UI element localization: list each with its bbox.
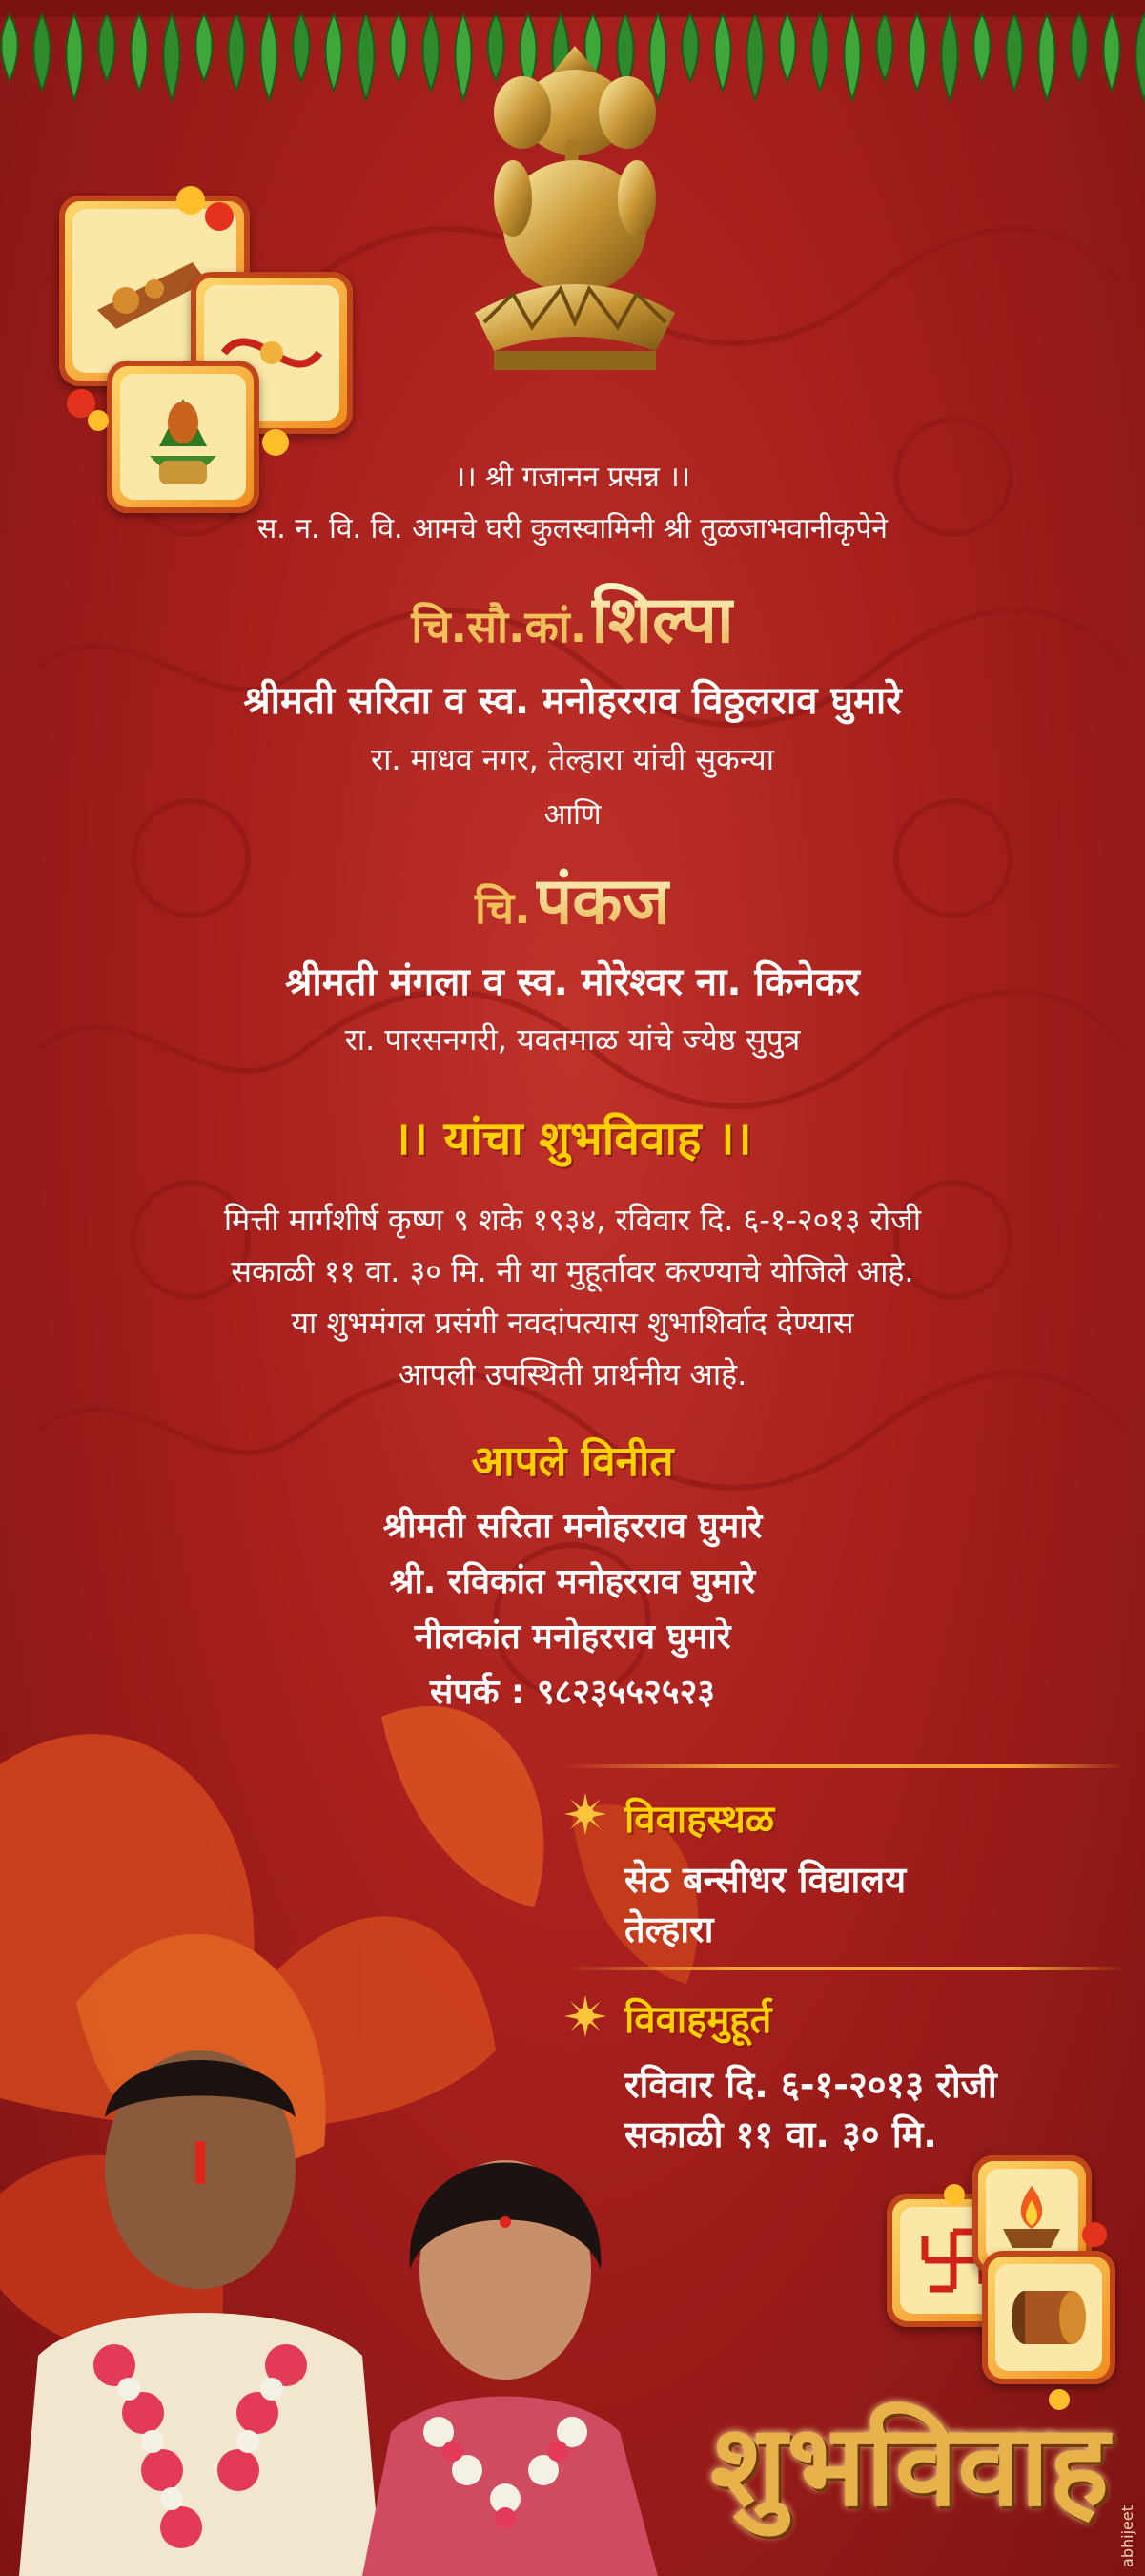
mango-leaf <box>1103 14 1119 91</box>
decor-dot <box>262 429 289 456</box>
mango-leaf <box>131 14 147 91</box>
artist-credit: abhijeet <box>1117 2505 1136 2567</box>
mango-leaf <box>260 14 276 100</box>
bride-name: शिल्पा <box>591 583 734 658</box>
detail-line: सकाळी ११ वा. ३० मि. नी या मुहूर्तावर करण्याचे योजिले आहे. <box>231 1253 914 1289</box>
mango-leaf <box>1006 14 1022 91</box>
mango-leaf <box>228 14 244 91</box>
invitee-name: नीलकांत मनोहरराव घुमारे <box>414 1618 731 1657</box>
bride-parents: श्रीमती सरिता व स्व. मनोहरराव विठ्ठलराव घुमारे <box>243 679 902 723</box>
venue-address <box>624 1855 906 1954</box>
mango-leaf <box>98 14 114 81</box>
divider <box>562 1764 1125 1768</box>
invitees-heading: आपले विनीत <box>471 1437 674 1486</box>
havan-kund-icon <box>993 2176 1070 2253</box>
groom-prefix: चि. <box>474 882 531 934</box>
bride-prefix: चि.सौ.कां. <box>411 601 587 652</box>
groom-title <box>0 854 1145 939</box>
couple-photo <box>0 1984 744 2576</box>
venue-line: तेल्हारा <box>624 1908 714 1950</box>
mango-leaf <box>876 14 892 81</box>
muhurta-line: सकाळी ११ वा. ३० मि. <box>624 2113 937 2155</box>
mango-leaf <box>325 14 341 91</box>
mango-leaf <box>1038 14 1054 100</box>
mango-leaf <box>779 14 795 81</box>
invocation-line: ।। श्री गजानन प्रसन्न ।। <box>454 461 691 494</box>
groom-parents: श्रीमती मंगला व स्व. मोरेश्वर ना. किनेकर <box>285 960 860 1004</box>
invitees-list <box>0 1499 1145 1721</box>
invitee-name: श्री. रविकांत मनोहरराव घुमारे <box>389 1562 756 1601</box>
mango-leaf <box>844 14 860 100</box>
divider <box>562 1967 1125 1970</box>
mango-leaf <box>163 14 179 100</box>
groom-name: पंकज <box>535 864 670 939</box>
mango-leaf <box>909 14 925 91</box>
mango-leaf <box>422 14 439 91</box>
detail-line: आपली उपस्थिती प्रार्थनीय आहे. <box>398 1356 747 1392</box>
decor-dot <box>1082 2222 1107 2247</box>
decor-dot <box>176 186 205 215</box>
bride-address: रा. माधव नगर, तेल्हारा यांची सुकन्या <box>371 741 774 777</box>
detail-line: या शुभमंगल प्रसंगी नवदांपत्यास शुभाशिर्वाद देण्यास <box>291 1305 854 1341</box>
venue-heading: विवाहस्थळ <box>624 1798 775 1842</box>
groom-address: रा. पारसनगरी, यवतमाळ यांचे ज्येष्ठ सुपुत्र <box>344 1021 801 1058</box>
mango-leaf <box>1071 14 1087 81</box>
venue-line: सेठ बन्सीधर विद्यालय <box>624 1859 907 1901</box>
invitee-name: श्रीमती सरिता मनोहरराव घुमारे <box>382 1507 763 1546</box>
blessing-line: स. न. वि. वि. आमचे घरी कुलस्वामिनी श्री तुळजाभवानीकृपेने <box>257 512 888 546</box>
detail-line: मित्ती मार्गशीर्ष कृष्ण ९ शके १९३४, रविवार दि. ६-१-२०१३ रोजी <box>223 1202 922 1238</box>
dhol-drum-icon <box>1006 2284 1092 2351</box>
mango-leaf <box>973 14 990 81</box>
mango-leaf <box>811 14 828 91</box>
mango-leaf <box>358 14 374 100</box>
mango-leaf <box>746 14 763 100</box>
bride-title <box>0 572 1145 658</box>
ganesha-idol-icon <box>456 36 694 380</box>
mango-leaf <box>1 14 17 81</box>
wedding-heading: ।। यांचा शुभविवाह ।। <box>393 1112 752 1165</box>
footer-shubhvivah-title: शुभविवाह <box>710 2399 1110 2531</box>
mango-leaf <box>390 14 406 81</box>
contact-number: संपर्क : ९८२३५५२५२३ <box>429 1673 716 1712</box>
mango-leaf <box>195 14 212 81</box>
conjunction: आणि <box>543 798 602 832</box>
muhurta-line: रविवार दि. ६-१-२०१३ रोजी <box>624 2064 997 2106</box>
decor-dot <box>205 202 234 231</box>
decor-dot <box>944 2184 965 2205</box>
decor-dot <box>88 410 109 431</box>
mango-leaf <box>33 14 50 91</box>
mango-leaf <box>293 14 309 81</box>
mango-leaf <box>714 14 730 91</box>
drum-frame <box>982 2251 1115 2384</box>
sunburst-icon <box>564 1793 606 1835</box>
mango-leaf <box>1135 14 1145 100</box>
ceremony-details <box>0 1194 1145 1400</box>
mango-leaf <box>941 14 957 100</box>
muhurta-heading: विवाहमुहूर्त <box>624 1998 772 2042</box>
mango-leaf <box>66 14 82 100</box>
